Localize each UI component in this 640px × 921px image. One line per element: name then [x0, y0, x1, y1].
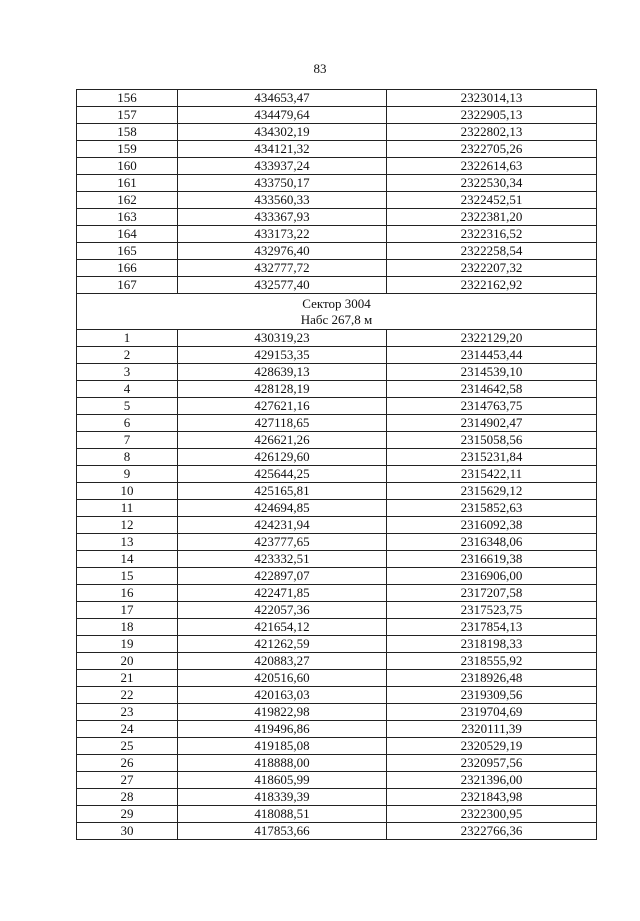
table-row [77, 226, 597, 243]
y-coordinate-cell: 2317207,58 [387, 585, 597, 602]
point-number-cell: 2 [77, 347, 178, 364]
point-number-cell: 22 [77, 687, 178, 704]
table-row [77, 738, 597, 755]
y-coordinate-cell: 2322300,95 [387, 806, 597, 823]
point-number-cell: 162 [77, 192, 178, 209]
table-row [77, 687, 597, 704]
x-coordinate-cell: 425644,25 [178, 466, 387, 483]
point-number-cell: 15 [77, 568, 178, 585]
point-number-cell: 24 [77, 721, 178, 738]
table-row [77, 124, 597, 141]
point-number-cell: 161 [77, 175, 178, 192]
y-coordinate-cell: 2318926,48 [387, 670, 597, 687]
coordinates-table [76, 89, 597, 840]
point-number-cell: 8 [77, 449, 178, 466]
point-number-cell: 30 [77, 823, 178, 840]
y-coordinate-cell: 2322802,13 [387, 124, 597, 141]
table-row [77, 90, 597, 107]
point-number-cell: 10 [77, 483, 178, 500]
table-row [77, 568, 597, 585]
x-coordinate-cell: 423777,65 [178, 534, 387, 551]
y-coordinate-cell: 2322766,36 [387, 823, 597, 840]
y-coordinate-cell: 2322316,52 [387, 226, 597, 243]
point-number-cell: 164 [77, 226, 178, 243]
y-coordinate-cell: 2322129,20 [387, 330, 597, 347]
point-number-cell: 13 [77, 534, 178, 551]
y-coordinate-cell: 2316092,38 [387, 517, 597, 534]
y-coordinate-cell: 2315058,56 [387, 432, 597, 449]
y-coordinate-cell: 2322614,63 [387, 158, 597, 175]
y-coordinate-cell: 2315422,11 [387, 466, 597, 483]
table-row [77, 483, 597, 500]
y-coordinate-cell: 2322452,51 [387, 192, 597, 209]
x-coordinate-cell: 418888,00 [178, 755, 387, 772]
table-row [77, 158, 597, 175]
point-number-cell: 16 [77, 585, 178, 602]
table-row [77, 602, 597, 619]
x-coordinate-cell: 419822,98 [178, 704, 387, 721]
x-coordinate-cell: 429153,35 [178, 347, 387, 364]
point-number-cell: 11 [77, 500, 178, 517]
table-row [77, 772, 597, 789]
x-coordinate-cell: 423332,51 [178, 551, 387, 568]
x-coordinate-cell: 421262,59 [178, 636, 387, 653]
table-row [77, 175, 597, 192]
y-coordinate-cell: 2316619,38 [387, 551, 597, 568]
y-coordinate-cell: 2322162,92 [387, 277, 597, 294]
x-coordinate-cell: 434121,32 [178, 141, 387, 158]
table-row [77, 517, 597, 534]
y-coordinate-cell: 2322705,26 [387, 141, 597, 158]
y-coordinate-cell: 2314453,44 [387, 347, 597, 364]
section-header-row [77, 294, 597, 330]
table-row [77, 806, 597, 823]
y-coordinate-cell: 2319704,69 [387, 704, 597, 721]
table-row [77, 653, 597, 670]
table-row [77, 209, 597, 226]
x-coordinate-cell: 433173,22 [178, 226, 387, 243]
x-coordinate-cell: 422471,85 [178, 585, 387, 602]
table-row [77, 381, 597, 398]
point-number-cell: 1 [77, 330, 178, 347]
y-coordinate-cell: 2320957,56 [387, 755, 597, 772]
table-body-after [77, 330, 597, 840]
point-number-cell: 5 [77, 398, 178, 415]
y-coordinate-cell: 2314539,10 [387, 364, 597, 381]
x-coordinate-cell: 419496,86 [178, 721, 387, 738]
y-coordinate-cell: 2322905,13 [387, 107, 597, 124]
x-coordinate-cell: 427118,65 [178, 415, 387, 432]
point-number-cell: 28 [77, 789, 178, 806]
x-coordinate-cell: 434653,47 [178, 90, 387, 107]
point-number-cell: 12 [77, 517, 178, 534]
table-row [77, 260, 597, 277]
x-coordinate-cell: 432976,40 [178, 243, 387, 260]
y-coordinate-cell: 2321843,98 [387, 789, 597, 806]
y-coordinate-cell: 2320529,19 [387, 738, 597, 755]
section-title: Сектор 3004 [302, 296, 371, 311]
x-coordinate-cell: 420516,60 [178, 670, 387, 687]
table-row [77, 277, 597, 294]
section-header-group [77, 294, 597, 330]
section-header-cell [77, 294, 597, 330]
point-number-cell: 27 [77, 772, 178, 789]
table-row [77, 670, 597, 687]
table-row [77, 415, 597, 432]
x-coordinate-cell: 422897,07 [178, 568, 387, 585]
point-number-cell: 4 [77, 381, 178, 398]
x-coordinate-cell: 433937,24 [178, 158, 387, 175]
x-coordinate-cell: 422057,36 [178, 602, 387, 619]
table-row [77, 500, 597, 517]
page-number: 83 [313, 61, 327, 76]
y-coordinate-cell: 2321396,00 [387, 772, 597, 789]
point-number-cell: 156 [77, 90, 178, 107]
x-coordinate-cell: 432577,40 [178, 277, 387, 294]
y-coordinate-cell: 2317854,13 [387, 619, 597, 636]
table-row [77, 551, 597, 568]
y-coordinate-cell: 2322258,54 [387, 243, 597, 260]
y-coordinate-cell: 2320111,39 [387, 721, 597, 738]
point-number-cell: 26 [77, 755, 178, 772]
y-coordinate-cell: 2322381,20 [387, 209, 597, 226]
point-number-cell: 14 [77, 551, 178, 568]
table-row [77, 636, 597, 653]
y-coordinate-cell: 2318555,92 [387, 653, 597, 670]
y-coordinate-cell: 2315629,12 [387, 483, 597, 500]
table-row [77, 364, 597, 381]
y-coordinate-cell: 2319309,56 [387, 687, 597, 704]
y-coordinate-cell: 2323014,13 [387, 90, 597, 107]
x-coordinate-cell: 430319,23 [178, 330, 387, 347]
point-number-cell: 165 [77, 243, 178, 260]
point-number-cell: 17 [77, 602, 178, 619]
x-coordinate-cell: 426129,60 [178, 449, 387, 466]
point-number-cell: 157 [77, 107, 178, 124]
table-row [77, 619, 597, 636]
y-coordinate-cell: 2317523,75 [387, 602, 597, 619]
y-coordinate-cell: 2315231,84 [387, 449, 597, 466]
y-coordinate-cell: 2315852,63 [387, 500, 597, 517]
y-coordinate-cell: 2314763,75 [387, 398, 597, 415]
point-number-cell: 158 [77, 124, 178, 141]
y-coordinate-cell: 2318198,33 [387, 636, 597, 653]
table-row [77, 192, 597, 209]
y-coordinate-cell: 2314642,58 [387, 381, 597, 398]
point-number-cell: 166 [77, 260, 178, 277]
table-row [77, 466, 597, 483]
x-coordinate-cell: 425165,81 [178, 483, 387, 500]
point-number-cell: 160 [77, 158, 178, 175]
point-number-cell: 23 [77, 704, 178, 721]
y-coordinate-cell: 2322207,32 [387, 260, 597, 277]
x-coordinate-cell: 420883,27 [178, 653, 387, 670]
table-row [77, 330, 597, 347]
x-coordinate-cell: 418339,39 [178, 789, 387, 806]
x-coordinate-cell: 424694,85 [178, 500, 387, 517]
x-coordinate-cell: 424231,94 [178, 517, 387, 534]
x-coordinate-cell: 428639,13 [178, 364, 387, 381]
point-number-cell: 29 [77, 806, 178, 823]
point-number-cell: 9 [77, 466, 178, 483]
x-coordinate-cell: 418605,99 [178, 772, 387, 789]
table-row [77, 585, 597, 602]
x-coordinate-cell: 426621,26 [178, 432, 387, 449]
table-row [77, 432, 597, 449]
y-coordinate-cell: 2316906,00 [387, 568, 597, 585]
table-body-before [77, 90, 597, 294]
table-row [77, 398, 597, 415]
y-coordinate-cell: 2322530,34 [387, 175, 597, 192]
x-coordinate-cell: 420163,03 [178, 687, 387, 704]
point-number-cell: 163 [77, 209, 178, 226]
x-coordinate-cell: 433367,93 [178, 209, 387, 226]
x-coordinate-cell: 433750,17 [178, 175, 387, 192]
point-number-cell: 3 [77, 364, 178, 381]
x-coordinate-cell: 434479,64 [178, 107, 387, 124]
x-coordinate-cell: 419185,08 [178, 738, 387, 755]
point-number-cell: 167 [77, 277, 178, 294]
x-coordinate-cell: 432777,72 [178, 260, 387, 277]
point-number-cell: 7 [77, 432, 178, 449]
point-number-cell: 21 [77, 670, 178, 687]
point-number-cell: 6 [77, 415, 178, 432]
x-coordinate-cell: 427621,16 [178, 398, 387, 415]
table-row [77, 449, 597, 466]
x-coordinate-cell: 433560,33 [178, 192, 387, 209]
table-row [77, 534, 597, 551]
table-row [77, 347, 597, 364]
table-row [77, 755, 597, 772]
section-subtitle: Набс 267,8 м [300, 312, 373, 327]
table-row [77, 141, 597, 158]
x-coordinate-cell: 428128,19 [178, 381, 387, 398]
point-number-cell: 25 [77, 738, 178, 755]
point-number-cell: 20 [77, 653, 178, 670]
x-coordinate-cell: 434302,19 [178, 124, 387, 141]
x-coordinate-cell: 417853,66 [178, 823, 387, 840]
table-row [77, 721, 597, 738]
table-row [77, 789, 597, 806]
x-coordinate-cell: 418088,51 [178, 806, 387, 823]
y-coordinate-cell: 2316348,06 [387, 534, 597, 551]
table-row [77, 243, 597, 260]
table-row [77, 107, 597, 124]
y-coordinate-cell: 2314902,47 [387, 415, 597, 432]
x-coordinate-cell: 421654,12 [178, 619, 387, 636]
point-number-cell: 159 [77, 141, 178, 158]
point-number-cell: 19 [77, 636, 178, 653]
point-number-cell: 18 [77, 619, 178, 636]
table-row [77, 823, 597, 840]
table-row [77, 704, 597, 721]
